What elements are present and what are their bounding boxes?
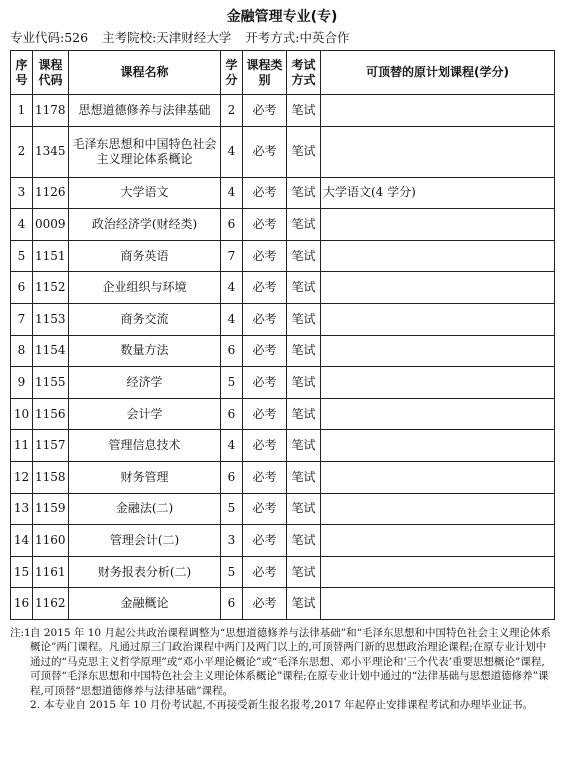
course-name: 财务管理 bbox=[69, 461, 221, 493]
note-2-number: 2. bbox=[30, 699, 41, 712]
course-name: 财务报表分析(二) bbox=[69, 556, 221, 588]
course-type: 必考 bbox=[243, 398, 287, 430]
replacement-course bbox=[321, 493, 555, 525]
program-code: 专业代码:526 bbox=[10, 30, 89, 45]
course-name: 会计学 bbox=[69, 398, 221, 430]
course-name: 思想道德修养与法律基础 bbox=[69, 95, 221, 127]
note-prefix: 注:1. bbox=[10, 626, 35, 639]
replacement-course bbox=[321, 430, 555, 462]
replacement-course bbox=[321, 209, 555, 241]
course-code: 1159 bbox=[33, 493, 69, 525]
col-header-no: 序号 bbox=[11, 51, 33, 95]
course-code: 1345 bbox=[33, 126, 69, 177]
course-name: 管理会计(二) bbox=[69, 525, 221, 557]
course-name: 大学语文 bbox=[69, 177, 221, 209]
col-header-replace: 可顶替的原计划课程(学分) bbox=[321, 51, 555, 95]
replacement-course bbox=[321, 367, 555, 399]
course-credit: 5 bbox=[221, 556, 243, 588]
replacement-course: 大学语文(4 学分) bbox=[321, 177, 555, 209]
course-type: 必考 bbox=[243, 461, 287, 493]
exam-mode-cell: 笔试 bbox=[287, 430, 321, 462]
course-name: 金融法(二) bbox=[69, 493, 221, 525]
course-credit: 5 bbox=[221, 493, 243, 525]
table-row bbox=[11, 525, 555, 557]
course-code: 1126 bbox=[33, 177, 69, 209]
exam-mode-cell: 笔试 bbox=[287, 398, 321, 430]
course-type: 必考 bbox=[243, 240, 287, 272]
course-type: 必考 bbox=[243, 367, 287, 399]
course-code: 0009 bbox=[33, 209, 69, 241]
table-row bbox=[11, 493, 555, 525]
row-number: 1 bbox=[11, 95, 33, 127]
course-credit: 6 bbox=[221, 335, 243, 367]
exam-mode-cell: 笔试 bbox=[287, 209, 321, 241]
course-name: 商务英语 bbox=[69, 240, 221, 272]
course-code: 1156 bbox=[33, 398, 69, 430]
replacement-course bbox=[321, 272, 555, 304]
exam-mode-cell: 笔试 bbox=[287, 588, 321, 620]
course-name: 企业组织与环境 bbox=[69, 272, 221, 304]
course-credit: 6 bbox=[221, 461, 243, 493]
exam-mode-cell: 笔试 bbox=[287, 461, 321, 493]
row-number: 13 bbox=[11, 493, 33, 525]
replacement-course bbox=[321, 525, 555, 557]
course-name: 金融概论 bbox=[69, 588, 221, 620]
replacement-course bbox=[321, 95, 555, 127]
col-header-mode: 考试方式 bbox=[287, 51, 321, 95]
row-number: 5 bbox=[11, 240, 33, 272]
course-credit: 2 bbox=[221, 95, 243, 127]
replacement-course bbox=[321, 126, 555, 177]
col-header-type: 课程类别 bbox=[243, 51, 287, 95]
course-credit: 4 bbox=[221, 126, 243, 177]
table-row bbox=[11, 430, 555, 462]
exam-mode-cell: 笔试 bbox=[287, 556, 321, 588]
table-row bbox=[11, 126, 555, 177]
course-credit: 4 bbox=[221, 303, 243, 335]
exam-mode-cell: 笔试 bbox=[287, 95, 321, 127]
exam-mode-cell: 笔试 bbox=[287, 303, 321, 335]
row-number: 7 bbox=[11, 303, 33, 335]
note-2: 本专业自 2015 年 10 月份考试起,不再接受新生报名报考,2017 年起停止安排课程考试和办理毕业证书。 bbox=[44, 699, 534, 712]
table-row bbox=[11, 303, 555, 335]
table-row bbox=[11, 556, 555, 588]
course-type: 必考 bbox=[243, 525, 287, 557]
row-number: 12 bbox=[11, 461, 33, 493]
exam-mode-cell: 笔试 bbox=[287, 240, 321, 272]
table-row bbox=[11, 177, 555, 209]
course-name: 经济学 bbox=[69, 367, 221, 399]
table-row bbox=[11, 398, 555, 430]
table-row bbox=[11, 588, 555, 620]
row-number: 16 bbox=[11, 588, 33, 620]
course-code: 1154 bbox=[33, 335, 69, 367]
course-code: 1158 bbox=[33, 461, 69, 493]
course-credit: 4 bbox=[221, 430, 243, 462]
replacement-course bbox=[321, 303, 555, 335]
course-name: 商务交流 bbox=[69, 303, 221, 335]
exam-school: 主考院校:天津财经大学 bbox=[102, 30, 232, 45]
table-row bbox=[11, 335, 555, 367]
course-name: 数量方法 bbox=[69, 335, 221, 367]
exam-mode-cell: 笔试 bbox=[287, 177, 321, 209]
row-number: 15 bbox=[11, 556, 33, 588]
course-credit: 7 bbox=[221, 240, 243, 272]
course-code: 1157 bbox=[33, 430, 69, 462]
course-type: 必考 bbox=[243, 177, 287, 209]
course-code: 1161 bbox=[33, 556, 69, 588]
course-credit: 6 bbox=[221, 588, 243, 620]
row-number: 4 bbox=[11, 209, 33, 241]
course-credit: 4 bbox=[221, 177, 243, 209]
course-type: 必考 bbox=[243, 272, 287, 304]
course-code: 1155 bbox=[33, 367, 69, 399]
course-credit: 6 bbox=[221, 398, 243, 430]
table-header-row bbox=[11, 51, 555, 95]
replacement-course bbox=[321, 588, 555, 620]
course-type: 必考 bbox=[243, 335, 287, 367]
course-code: 1153 bbox=[33, 303, 69, 335]
replacement-course bbox=[321, 556, 555, 588]
table-row bbox=[11, 367, 555, 399]
col-header-credit: 学分 bbox=[221, 51, 243, 95]
course-type: 必考 bbox=[243, 556, 287, 588]
table-row bbox=[11, 209, 555, 241]
course-type: 必考 bbox=[243, 430, 287, 462]
replacement-course bbox=[321, 398, 555, 430]
course-name: 政治经济学(财经类) bbox=[69, 209, 221, 241]
course-code: 1152 bbox=[33, 272, 69, 304]
page-title: 金融管理专业(专) bbox=[226, 9, 338, 25]
course-table bbox=[10, 50, 555, 620]
course-table-body bbox=[11, 95, 555, 620]
course-credit: 4 bbox=[221, 272, 243, 304]
exam-mode-cell: 笔试 bbox=[287, 126, 321, 177]
table-row bbox=[11, 95, 555, 127]
course-code: 1162 bbox=[33, 588, 69, 620]
row-number: 11 bbox=[11, 430, 33, 462]
col-header-code: 课程代码 bbox=[33, 51, 69, 95]
course-type: 必考 bbox=[243, 493, 287, 525]
course-type: 必考 bbox=[243, 209, 287, 241]
replacement-course bbox=[321, 461, 555, 493]
replacement-course bbox=[321, 240, 555, 272]
course-type: 必考 bbox=[243, 588, 287, 620]
exam-mode-cell: 笔试 bbox=[287, 525, 321, 557]
notes-section bbox=[8, 626, 556, 713]
program-meta bbox=[8, 28, 556, 50]
table-row bbox=[11, 272, 555, 304]
course-type: 必考 bbox=[243, 95, 287, 127]
row-number: 8 bbox=[11, 335, 33, 367]
course-code: 1160 bbox=[33, 525, 69, 557]
exam-mode-cell: 笔试 bbox=[287, 367, 321, 399]
course-code: 1178 bbox=[33, 95, 69, 127]
course-type: 必考 bbox=[243, 126, 287, 177]
row-number: 14 bbox=[11, 525, 33, 557]
row-number: 3 bbox=[11, 177, 33, 209]
exam-mode-cell: 笔试 bbox=[287, 335, 321, 367]
course-name: 管理信息技术 bbox=[69, 430, 221, 462]
course-credit: 3 bbox=[221, 525, 243, 557]
course-code: 1151 bbox=[33, 240, 69, 272]
exam-mode-cell: 笔试 bbox=[287, 493, 321, 525]
row-number: 9 bbox=[11, 367, 33, 399]
table-row bbox=[11, 240, 555, 272]
course-name: 毛泽东思想和中国特色社会主义理论体系概论 bbox=[69, 126, 221, 177]
course-credit: 5 bbox=[221, 367, 243, 399]
course-credit: 6 bbox=[221, 209, 243, 241]
note-1: 自 2015 年 10 月起公共政治课程调整为“思想道德修养与法律基础”和“毛泽东思想和中国特色社会主义理论体系概论”两门课程。凡通过原三门政治课程中两门及两门以上的,可顶替两门新的思想政治理论课程;在原专业计划中通过的“马克思主义哲学原理”或“邓小平理论概论”或“毛泽东思想、邓小平理论和‘三个代表’重要思想概论”课程,可顶替“毛泽东思想和中国特色社会主义理论体系概论”课程;在原专业计划中通过的“法律基础与思想道德修养”课程,可顶替“思想道德修养与法律基础”课程。 bbox=[30, 626, 552, 697]
row-number: 6 bbox=[11, 272, 33, 304]
replacement-course bbox=[321, 335, 555, 367]
col-header-name: 课程名称 bbox=[69, 51, 221, 95]
exam-mode-cell: 笔试 bbox=[287, 272, 321, 304]
exam-mode: 开考方式:中英合作 bbox=[245, 30, 350, 45]
table-row bbox=[11, 461, 555, 493]
course-type: 必考 bbox=[243, 303, 287, 335]
row-number: 10 bbox=[11, 398, 33, 430]
row-number: 2 bbox=[11, 126, 33, 177]
